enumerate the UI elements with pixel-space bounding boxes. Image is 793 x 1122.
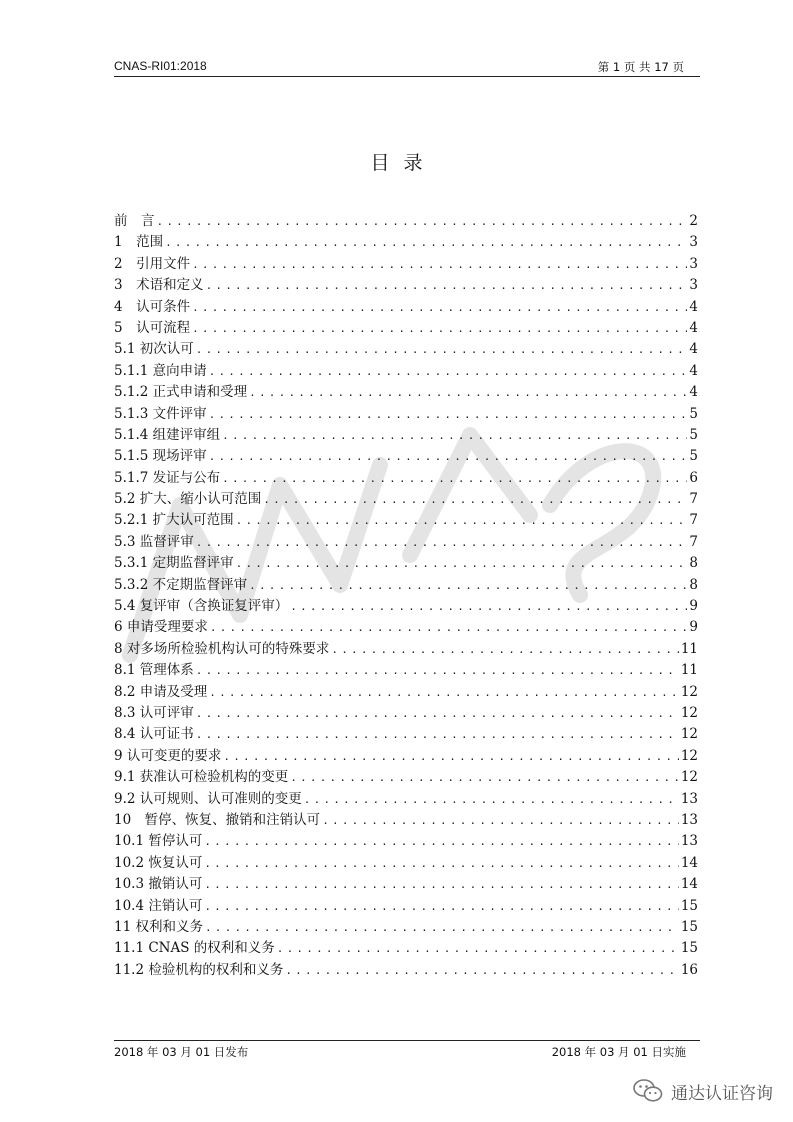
toc-entry-label: 10.3 撤销认可 [114,876,203,893]
toc-entry[interactable] [114,831,698,852]
toc-entry-label: 5.1.2 正式申请和受理 [114,384,248,401]
toc-entry[interactable] [114,724,698,745]
toc-entry-label: 8.2 申请及受理 [114,683,208,700]
toc-entry-page: 8 [689,576,698,593]
toc-leader-dots [249,575,687,596]
toc-entry[interactable] [114,232,698,253]
toc-leader-dots [290,767,679,788]
toc-entry-page: 5 [689,426,698,443]
effective-date: 2018 年 03 月 01 日实施 [551,1045,686,1059]
toc-entry-page: 12 [680,769,698,786]
toc-entry-page: 11 [680,662,698,679]
toc-entry[interactable] [114,874,698,895]
toc-entry-page: 15 [680,940,698,957]
page-indicator: 第 1 页 共 17 页 [597,60,684,74]
toc-leader-dots [222,468,687,489]
toc-entry[interactable] [114,382,698,403]
toc-entry-label: 5.1.3 文件评审 [114,405,207,422]
toc-entry-label: 3 术语和定义 [114,277,204,294]
toc-leader-dots [196,703,679,724]
toc-entry-label: 5.1.1 意向申请 [114,362,207,379]
toc-entry-label: 前 言 [114,213,155,229]
toc-leader-dots [210,617,688,638]
toc-entry[interactable] [114,275,698,296]
toc-leader-dots [249,382,687,403]
toc-entry[interactable] [114,532,698,553]
toc-entry-label: 8.4 认可证书 [114,726,194,743]
toc-entry[interactable] [114,746,698,767]
issue-date: 2018 年 03 月 01 日发布 [114,1045,249,1059]
toc-entry-label: 10.1 暂停认可 [114,833,203,850]
toc-leader-dots [322,810,679,831]
toc-entry-page: 13 [680,833,698,850]
toc-entry-label: 11 权利和义务 [114,918,203,935]
toc-entry-label: 8.3 认可评审 [114,704,194,721]
brand-name: 通达认证咨询 [671,1083,773,1104]
toc-entry-page: 4 [689,362,698,379]
toc-entry[interactable] [114,297,698,318]
toc-entry-page: 13 [680,811,698,828]
toc-entry-label: 5.2 扩大、缩小认可范围 [114,491,262,508]
toc-entry-page: 14 [680,854,698,871]
toc-leader-dots [236,553,688,574]
toc-entry-page: 7 [689,491,698,508]
toc-entry[interactable] [114,339,698,360]
toc-leader-dots [196,660,679,681]
toc-entry-label: 5.2.1 扩大认可范围 [114,512,234,529]
toc-entry-page: 16 [680,961,698,978]
toc-leader-dots [196,339,688,360]
toc-entry[interactable] [114,896,698,917]
toc-entry-page: 3 [689,234,698,251]
toc-entry[interactable] [114,596,698,617]
toc-entry[interactable] [114,703,698,724]
toc-leader-dots [196,532,688,553]
toc-entry-label: 9.1 获准认可检验机构的变更 [114,769,289,786]
toc-entry[interactable] [114,553,698,574]
toc-leader-dots [236,510,688,531]
toc-entry-page: 8 [689,555,698,572]
toc-entry-label: 8 对多场所检验机构认可的特殊要求 [114,640,330,657]
toc-leader-dots [165,232,687,253]
toc-entry-page: 14 [680,876,698,893]
toc-leader-dots [209,446,688,467]
toc-entry[interactable] [114,211,698,232]
toc-leader-dots [209,682,679,703]
toc-entry-page: 5 [689,448,698,465]
toc-entry-label: 5.3 监督评审 [114,533,194,550]
toc-entry-page: 3 [689,277,698,294]
toc-entry[interactable] [114,489,698,510]
toc-entry-page: 15 [680,918,698,935]
toc-entry[interactable] [114,639,698,660]
toc-leader-dots [204,874,678,895]
toc-entry[interactable] [114,617,698,638]
toc-leader-dots [204,896,678,917]
toc-entry[interactable] [114,446,698,467]
toc-entry-page: 6 [689,469,698,486]
toc-entry[interactable] [114,468,698,489]
toc-entry[interactable] [114,789,698,810]
toc-leader-dots [204,831,678,852]
toc-entry[interactable] [114,938,698,959]
brand-watermark [633,1078,773,1104]
toc-entry[interactable] [114,318,698,339]
toc-entry[interactable] [114,960,698,981]
toc-entry-page: 9 [689,598,698,615]
toc-entry-label: 11.2 检验机构的权利和义务 [114,961,284,978]
toc-entry[interactable] [114,425,698,446]
toc-entry-label: 6 申请受理要求 [114,619,208,636]
page-title: 目录 [370,152,437,174]
toc-entry-label: 11.1 CNAS 的权利和义务 [114,940,275,957]
toc-leader-dots [331,639,678,660]
toc-entry[interactable] [114,361,698,382]
toc-entry-label: 8.1 管理体系 [114,662,194,679]
toc-leader-dots [209,361,688,382]
toc-leader-dots [192,318,687,339]
toc-entry-label: 2 引用文件 [114,255,191,272]
toc-entry-page: 3 [689,255,698,272]
toc-entry[interactable] [114,767,698,788]
page-footer [114,1040,700,1059]
toc-entry-label: 10.2 恢复认可 [114,854,203,871]
toc-entry-page: 12 [680,683,698,700]
toc-entry-page: 12 [680,704,698,721]
toc-entry[interactable] [114,682,698,703]
page-header [114,56,700,77]
toc-entry-label: 5.1.7 发证与公布 [114,469,221,486]
wechat-icon [633,1078,663,1104]
toc-leader-dots [192,254,687,275]
toc-leader-dots [204,853,678,874]
toc-entry-label: 5.1.4 组建评审组 [114,426,221,443]
table-of-contents [114,211,698,981]
toc-entry-label: 5 认可流程 [114,319,191,336]
toc-leader-dots [263,489,687,510]
toc-leader-dots [277,938,679,959]
toc-leader-dots [192,297,687,318]
toc-entry-page: 12 [680,747,698,764]
toc-entry-label: 10.4 注销认可 [114,897,203,914]
toc-leader-dots [222,425,687,446]
toc-entry-label: 9 认可变更的要求 [114,747,222,764]
toc-leader-dots [196,724,679,745]
toc-leader-dots [285,960,678,981]
toc-entry-label: 5.1 初次认可 [114,341,194,358]
toc-entry-page: 15 [680,897,698,914]
toc-entry-page: 7 [689,512,698,529]
toc-entry-label: 5.4 复评审（含换证复评审） [114,598,289,615]
toc-entry[interactable] [114,510,698,531]
toc-entry-page: 13 [680,790,698,807]
toc-entry[interactable] [114,575,698,596]
toc-entry[interactable] [114,660,698,681]
toc-entry-page: 11 [680,640,698,657]
toc-leader-dots [157,211,688,232]
toc-entry-label: 4 认可条件 [114,298,191,315]
toc-entry-label: 1 范围 [114,234,164,251]
toc-entry-label: 5.1.5 现场评审 [114,448,207,465]
toc-entry[interactable] [114,917,698,938]
toc-entry[interactable] [114,810,698,831]
toc-leader-dots [290,596,687,617]
toc-leader-dots [209,404,688,425]
document-code: CNAS-RI01:2018 [114,59,207,73]
toc-entry-page: 4 [689,384,698,401]
toc-entry-page: 4 [689,319,698,336]
toc-entry[interactable] [114,254,698,275]
toc-entry-label: 5.3.1 定期监督评审 [114,555,234,572]
toc-leader-dots [205,917,679,938]
toc-leader-dots [304,789,679,810]
toc-entry-page: 2 [689,213,698,229]
toc-entry-page: 4 [689,298,698,315]
toc-leader-dots [223,746,678,767]
toc-entry-page: 9 [689,619,698,636]
toc-entry-label: 5.3.2 不定期监督评审 [114,576,248,593]
toc-entry-label: 10 暂停、恢复、撤销和注销认可 [114,811,321,828]
toc-entry[interactable] [114,853,698,874]
toc-entry-page: 4 [689,341,698,358]
toc-entry-page: 7 [689,533,698,550]
toc-entry-page: 5 [689,405,698,422]
toc-entry-page: 12 [680,726,698,743]
toc-entry-label: 9.2 认可规则、认可准则的变更 [114,790,302,807]
toc-entry[interactable] [114,404,698,425]
toc-leader-dots [206,275,688,296]
